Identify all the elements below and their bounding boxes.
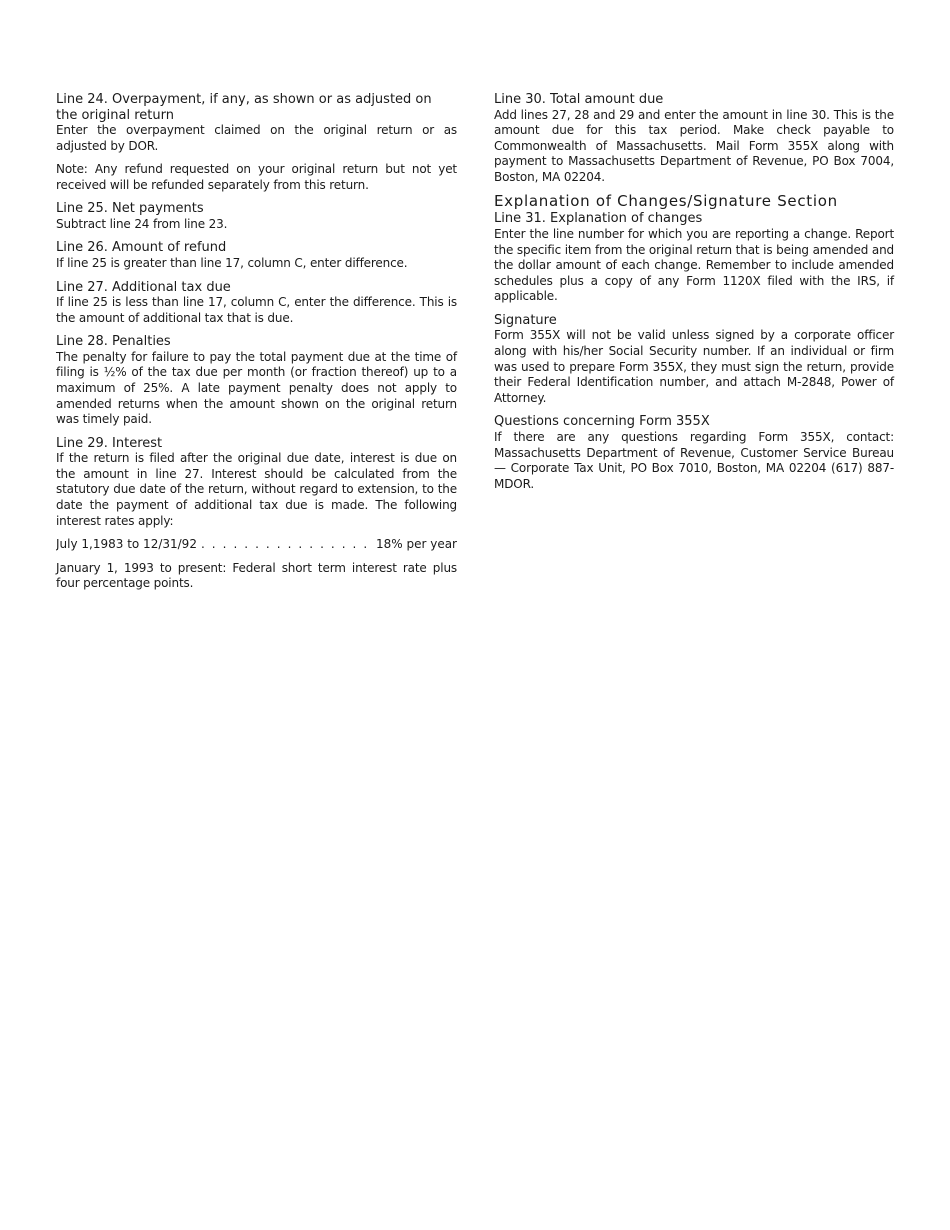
line-30-text: Add lines 27, 28 and 29 and enter the amount in line 30. This is the amount due for this tax period. Make check payable to Commonwealth of Massachusetts. Mail Form 355X along with payment to Massachusetts Department of Revenue, PO Box 7004, Boston, MA 02204.: [494, 107, 894, 184]
line-24-text: Enter the overpayment claimed on the original return or as adjusted by DOR.: [56, 123, 457, 153]
questions-heading: Questions concerning Form 355X: [494, 414, 710, 430]
line-26-text: If line 25 is greater than line 17, column C, enter difference.: [56, 255, 408, 270]
signature-heading: Signature: [494, 312, 557, 328]
line-24-note: Note: Any refund requested on your original return but not yet received will be refunded separately from this return.: [56, 162, 457, 192]
line-25-heading: Line 25. Net payments: [56, 201, 204, 217]
rate-period: July 1,1983 to 12/31/92: [56, 537, 197, 552]
section-title: Explanation of Changes/Signature Section: [494, 192, 838, 211]
line-25-text: Subtract line 24 from line 23.: [56, 216, 228, 231]
signature-text: Form 355X will not be valid unless signed by a corporate officer along with his/her Social Security number. If an individual or firm was used to prepare Form 355X, they must sign the return, provide their Federal Identification number, and attach M-2848, Power of Attorney.: [494, 328, 894, 405]
rate-value: 18% per year: [375, 537, 457, 552]
left-column: [56, 92, 457, 600]
questions-section: [494, 414, 894, 492]
line-24-section: [56, 92, 457, 193]
signature-section: [494, 313, 894, 406]
line-29-heading: Line 29. Interest: [56, 435, 163, 451]
line-31-text: Enter the line number for which you are reporting a change. Report the specific item from the original return that is being amended and the dollar amount of each change. Remember to include amended schedules plus a copy of any Form 1120X filed with the IRS, if applicable.: [494, 226, 894, 304]
line-28-heading: Line 28. Penalties: [56, 334, 171, 350]
line-26-heading: Line 26. Amount of refund: [56, 240, 227, 256]
line-29-section: [56, 436, 457, 592]
line-27-text: If line 25 is less than line 17, column C, enter the difference. This is the amount of additional tax that is due.: [56, 295, 457, 325]
line-30-section: [494, 92, 894, 185]
line-28-section: [56, 334, 457, 427]
interest-rate-row: [56, 537, 457, 553]
line-28-text: The penalty for failure to pay the total payment due at the time of filing is ½% of the tax due per month (or fraction thereof) up to a maximum of 25%. A late payment penalty does not apply to amended returns when the amount shown on the original return was timely paid.: [56, 349, 457, 427]
line-26-section: [56, 240, 457, 271]
line-31-section: [494, 211, 894, 304]
line-30-heading: Line 30. Total amount due: [494, 92, 664, 107]
line-29-text: If the return is filed after the original due date, interest is due on the amount in line 27. Interest should be calculated from the statutory due date of the return, without regard to extension, to the date the payment of additional tax due is made. The following interest rates apply:: [56, 451, 457, 528]
line-24-heading: Line 24. Overpayment, if any, as shown or as adjusted on the original return: [56, 92, 432, 123]
line-27-section: [56, 280, 457, 327]
rate-current: January 1, 1993 to present: Federal short term interest rate plus four percentage points.: [56, 560, 457, 591]
dot-leader: [201, 537, 372, 553]
line-27-heading: Line 27. Additional tax due: [56, 279, 231, 295]
line-25-section: [56, 201, 457, 232]
right-column: [494, 92, 894, 500]
questions-text: If there are any questions regarding Form 355X, contact: Massachusetts Department of Revenue, Customer Service Bureau — Corporate Tax Unit, PO Box 7010, Boston, MA 02204 (617) 887-MDOR.: [494, 429, 894, 491]
line-31-heading: Line 31. Explanation of changes: [494, 211, 703, 227]
